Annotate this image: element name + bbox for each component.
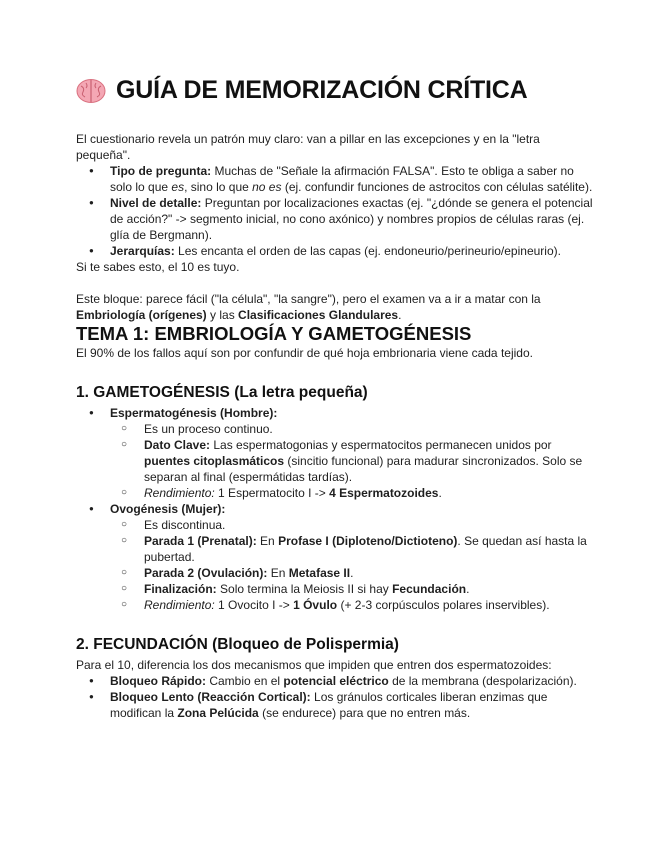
list-item: ○ Rendimiento: 1 Ovocito I -> 1 Óvulo (+ 2-3 corpúsculos polares inservibles). xyxy=(110,597,595,613)
list-item: ○ Parada 1 (Prenatal): En Profase I (Diploteno/Dictioteno). Se quedan así hasta la pubertad. xyxy=(110,533,595,565)
list-item: ● Bloqueo Rápido: Cambio en el potencial eléctrico de la membrana (despolarización). xyxy=(76,673,595,689)
page-title-text: GUÍA DE MEMORIZACIÓN CRÍTICA xyxy=(116,76,528,104)
intro-closing: Si te sabes esto, el 10 es tuyo. xyxy=(76,260,240,274)
tema1-note: El 90% de los fallos aquí son por confundir de qué hoja embrionaria viene cada tejido. xyxy=(76,346,533,360)
tema1-heading: TEMA 1: EMBRIOLOGÍA Y GAMETOGÉNESIS xyxy=(76,323,472,344)
intro-bullets xyxy=(76,163,595,259)
list-item: ● Tipo de pregunta: Muchas de "Señale la afirmación FALSA". Esto te obliga a saber no solo lo que es, sino lo que no es (ej. confundir funciones de astrocitos con células satélite). xyxy=(76,163,595,195)
list-item: ● Espermatogénesis (Hombre): ○ Es un proceso continuo. ○ Dato Clave: Las espermatogonias y espermatocitos permanecen unidos por puentes citoplasmáticos (sincitio funcional) para madurar sincronizados. Solo se separan al final (espermátidas tardías). ○ Rendimiento: 1 Espermatocito I -> 4 Espermatozoides. xyxy=(76,405,595,501)
ovogenesis-sublist xyxy=(110,517,595,613)
list-item: ○ Parada 2 (Ovulación): En Metafase II. xyxy=(110,565,595,581)
intro-paragraph: El cuestionario revela un patrón muy claro: van a pillar en las excepciones y en la "letra pequeña". xyxy=(76,132,540,162)
list-item: ○ Finalización: Solo termina la Meiosis II si hay Fecundación. xyxy=(110,581,595,597)
brain-icon xyxy=(76,78,106,104)
list-item: ● Ovogénesis (Mujer): ○ Es discontinua. ○ Parada 1 (Prenatal): En Profase I (Diploteno/Dictioteno). Se quedan así hasta la pubertad. ○ Parada 2 (Ovulación): En Metafase II. ○ Finalización: Solo termina la Meiosis II si hay Fecundación. ○ Rendimiento: 1 Ovocito I -> 1 Óvulo (+ 2-3 corpúsculos polares inservibles). xyxy=(76,501,595,613)
section2-heading: 2. FECUNDACIÓN (Bloqueo de Polispermia) xyxy=(76,636,399,653)
list-item: ● Bloqueo Lento (Reacción Cortical): Los gránulos corticales liberan enzimas que modifican la Zona Pelúcida (se endurece) para que no entren más. xyxy=(76,689,595,721)
list-item: ○ Dato Clave: Las espermatogonias y espermatocitos permanecen unidos por puentes citoplasmáticos (sincitio funcional) para madurar sincronizados. Solo se separan al final (espermátidas tardías). xyxy=(110,437,595,485)
list-item: ● Nivel de detalle: Preguntan por localizaciones exactas (ej. "¿dónde se genera el potencial de acción?" -> segmento inicial, no cono axónico) y nombres propios de células raras (ej. glía de Bergmann). xyxy=(76,195,595,243)
list-item: ○ Es discontinua. xyxy=(110,517,595,533)
section1-heading: 1. GAMETOGÉNESIS (La letra pequeña) xyxy=(76,384,368,401)
page-title xyxy=(76,76,595,105)
fecundacion-list xyxy=(76,673,595,721)
espermatogenesis-sublist xyxy=(110,421,595,501)
list-item: ● Jerarquías: Les encanta el orden de las capas (ej. endoneurio/perineurio/epineurio). xyxy=(76,243,595,259)
section2-intro: Para el 10, diferencia los dos mecanismos que impiden que entren dos espermatozoides: xyxy=(76,658,552,672)
list-item: ○ Es un proceso continuo. xyxy=(110,421,595,437)
block-note: Este bloque: parece fácil ("la célula", "la sangre"), pero el examen va a ir a matar con la Embriología (orígenes) y las Clasificaciones Glandulares. xyxy=(76,292,541,322)
gametogenesis-list xyxy=(76,405,595,613)
list-item: ○ Rendimiento: 1 Espermatocito I -> 4 Espermatozoides. xyxy=(110,485,595,501)
